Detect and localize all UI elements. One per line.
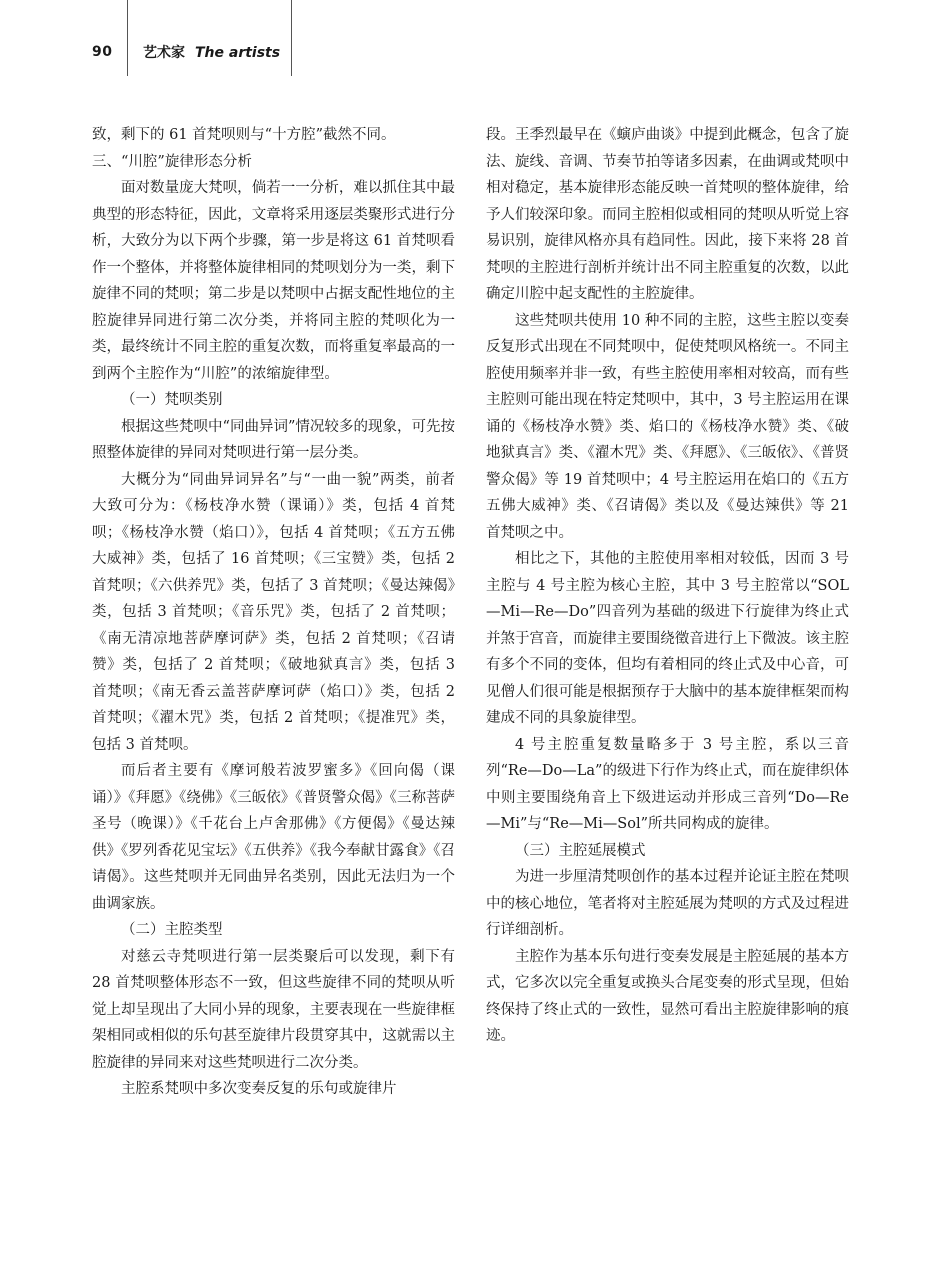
paragraph: 致，剩下的 61 首梵呗则与“十方腔”截然不同。: [92, 127, 396, 143]
right-column: [486, 122, 849, 1050]
section-heading: 三、“川腔”旋律形态分析: [92, 153, 252, 170]
paragraph: 根据这些梵呗中“同曲异词”情况较多的现象，可先按照整体旋律的异同对梵呗进行第一层分类。: [92, 418, 455, 461]
journal-title: [143, 42, 280, 62]
paragraph: 面对数量庞大梵呗，倘若一一分析，难以抓住其中最典型的形态特征，因此，文章将采用逐层类聚形式进行分析，大致分为以下两个步骤，第一步是将这 61 首梵呗看作一个整体，并将整体旋律相同的梵呗划分为一类，剩下旋律不同的梵呗；第二步是以梵呗中占据支配性地位的主腔旋律异同进行第二次分类，并将同主腔的梵呗化为一类，最终统计不同主腔的重复次数，而将重复率最高的一到两个主腔作为“川腔”的浓缩旋律型。: [92, 180, 455, 382]
paragraph: 段。王季烈最早在《螾庐曲谈》中提到此概念，包含了旋法、旋线、音调、节奏节拍等诸多因素，在曲调或梵呗中相对稳定，基本旋律形态能反映一首梵呗的整体旋律，给予人们较深印象。而同主腔相似或相同的梵呗从听觉上容易识别，旋律风格亦具有趋同性。因此，接下来将 28 首梵呗的主腔进行剖析并统计出不同主腔重复的次数，以此确定川腔中起支配性的主腔旋律。: [486, 127, 849, 302]
journal-title-cn: 艺术家: [143, 45, 185, 61]
left-column: [92, 122, 455, 1103]
page-number: 90: [92, 44, 113, 60]
subsection-heading: （一）梵呗类别: [121, 392, 223, 408]
paragraph: 为进一步厘清梵呗创作的基本过程并论证主腔在梵呗中的核心地位，笔者将对主腔延展为梵呗的方式及过程进行详细剖析。: [486, 869, 849, 938]
paragraph: 主腔系梵呗中多次变奏反复的乐句或旋律片: [121, 1081, 397, 1097]
subsection-heading: （二）主腔类型: [121, 922, 223, 938]
paragraph: 大概分为“同曲异词异名”与“一曲一貌”两类，前者大致可分为：《杨枝净水赞（课诵）》类，包括 4 首梵呗；《杨枝净水赞（焰口）》，包括 4 首梵呗；《五方五佛大威神》类，包括了 16 首梵呗；《三宝赞》类，包括 2 首梵呗；《六供养咒》类，包括了 3 首梵呗；《曼达辣偈》类，包括 3 首梵呗；《音乐咒》类，包括了 2 首梵呗；《南无清凉地菩萨摩诃萨》类，包括 2 首梵呗；《召请赞》类，包括了 2 首梵呗；《破地狱真言》类，包括 3 首梵呗；《南无香云盖菩萨摩诃萨（焰口）》类，包括 2 首梵呗；《濯木咒》类，包括 2 首梵呗；《提准咒》类，包括 3 首梵呗。: [92, 471, 455, 753]
subsection-heading: （三）主腔延展模式: [515, 842, 646, 859]
header-divider-right: [291, 0, 292, 76]
paragraph: 而后者主要有《摩诃般若波罗蜜多》《回向偈（课诵）》《拜愿》《绕佛》《三皈依》《普贤警众偈》《三称菩萨圣号（晚课）》《千花台上卢舍那佛》《方便偈》《曼达辣供》《罗列香花见宝坛》《五供养》《我今奉献甘露食》《召请偈》。这些梵呗并无同曲异名类别，因此无法归为一个曲调家族。: [92, 763, 455, 912]
paragraph: 对慈云寺梵呗进行第一层类聚后可以发现，剩下有 28 首梵呗整体形态不一致，但这些旋律不同的梵呗从听觉上却呈现出了大同小异的现象，主要表现在一些旋律框架相同或相似的乐句甚至旋律片段贯穿其中，这就需以主腔旋律的异同来对这些梵呗进行二次分类。: [92, 948, 455, 1071]
journal-title-en: The artists: [195, 45, 281, 61]
paragraph: 相比之下，其他的主腔使用率相对较低，因而 3 号主腔与 4 号主腔为核心主腔，其中 3 号主腔常以“SOL—Mi—Re—Do”四音列为基础的级进下行旋律为终止式并煞于宫音，而旋律主要围绕徵音进行上下微波。该主腔有多个不同的变体，但均有着相同的终止式及中心音，可见僧人们很可能是根据预存于大脑中的基本旋律框架而构建成不同的具象旋律型。: [486, 551, 849, 726]
paragraph: 主腔作为基本乐句进行变奏发展是主腔延展的基本方式，它多次以完全重复或换头合尾变奏的形式呈现，但始终保持了终止式的一致性，显然可看出主腔旋律影响的痕迹。: [486, 948, 849, 1044]
header-divider-left: [127, 0, 128, 76]
paragraph: 这些梵呗共使用 10 种不同的主腔，这些主腔以变奏反复形式出现在不同梵呗中，促使梵呗风格统一。不同主腔使用频率并非一致，有些主腔使用率相对较高，而有些主腔则可能出现在特定梵呗中，其中，3 号主腔运用在课诵的《杨枝净水赞》类、焰口的《杨枝净水赞》类、《破地狱真言》类、《濯木咒》类、《拜愿》、《三皈依》、《普贤警众偈》等 19 首梵呗中；4 号主腔运用在焰口的《五方五佛大威神》类、《召请偈》类以及《曼达辣供》等 21 首梵呗之中。: [486, 312, 849, 541]
paragraph: 4 号主腔重复数量略多于 3 号主腔，系以三音列“Re—Do—La”的级进下行作为终止式，而在旋律织体中则主要围绕角音上下级进运动并形成三音列“Do—Re—Mi”与“Re—Mi—Sol”所共同构成的旋律。: [486, 736, 849, 832]
